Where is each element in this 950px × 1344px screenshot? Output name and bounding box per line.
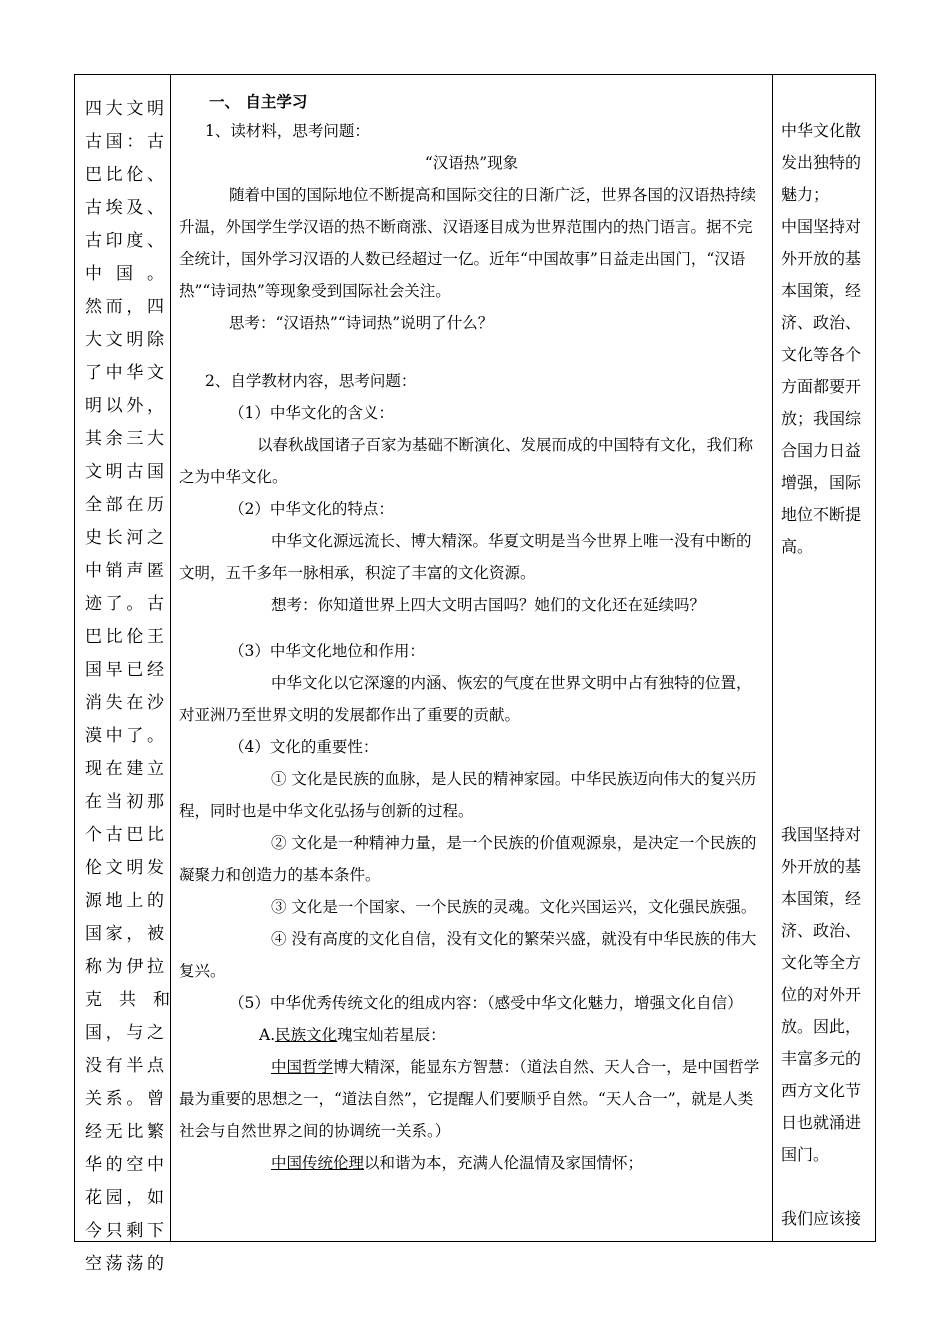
right-answer-line: 中华文化散 xyxy=(781,121,862,140)
point-1-text: 以春秋战国诸子百家为基础不断演化、发展而成的中国特有文化，我们称之为中华文化。 xyxy=(179,436,754,486)
left-note-line: 四大文明 xyxy=(85,99,164,119)
material-title: “汉语热”现象 xyxy=(424,154,519,172)
left-note-line: 消失在沙 xyxy=(85,693,164,713)
importance-item: ④ 没有高度的文化自信，没有文化的繁荣兴盛，就没有中华民族的伟大复兴。 xyxy=(179,930,757,980)
left-note-line: 中销声匿 xyxy=(85,561,164,581)
ethics-paragraph xyxy=(179,1147,764,1179)
right-answer-line: 放；我国综 xyxy=(781,409,862,428)
right-answer-line: 外开放的基 xyxy=(781,249,862,268)
right-answer-line: 日也就涌进 xyxy=(781,1113,862,1132)
right-answer-line: 地位不断提 xyxy=(781,505,862,524)
lesson-table xyxy=(74,74,876,1274)
left-note-line: 漠中了。 xyxy=(85,726,164,746)
right-answers-column xyxy=(773,75,877,1241)
subsection-a-text: 瑰宝灿若星辰： xyxy=(337,1026,446,1044)
philosophy-keyword: 中国哲学 xyxy=(271,1058,334,1076)
left-note-line: 明以外， xyxy=(85,396,164,416)
right-answer-line: 本国策，经 xyxy=(781,281,862,300)
point-1-title: （1）中华文化的含义： xyxy=(229,404,394,422)
question-2: 2、自学教材内容，思考问题： xyxy=(205,372,417,390)
left-note-line: 华的空中 xyxy=(85,1155,164,1175)
left-note-line: 在当初那 xyxy=(85,792,164,812)
left-note-line: 经无比繁 xyxy=(85,1122,164,1142)
left-note-line: 巴比伦、 xyxy=(85,165,164,185)
left-note-line: 克 共 和 xyxy=(85,990,170,1010)
left-note-line: 个古巴比 xyxy=(85,825,164,845)
question-1: 1、读材料，思考问题： xyxy=(205,122,370,140)
subsection-a-prefix: A. xyxy=(259,1026,276,1044)
point-2-title: （2）中华文化的特点： xyxy=(229,500,394,518)
right-answer-line: 本国策，经 xyxy=(781,889,862,908)
point-3-title: （3）中华文化地位和作用： xyxy=(229,642,425,660)
left-notes-column xyxy=(75,75,170,1274)
left-note-line: 迹了。古 xyxy=(85,594,164,614)
left-note-line: 源地上的 xyxy=(85,891,164,911)
right-answer-line: 放。因此， xyxy=(781,1017,862,1036)
point-3-text: 中华文化以它深邃的内涵、恢宏的气度在世界文明中占有独特的位置，对亚洲乃至世界文明的发展都作出了重要的贡献。 xyxy=(179,674,752,724)
right-answer-line: 方面都要开 xyxy=(781,377,862,396)
left-note-line: 文明古国 xyxy=(85,462,164,482)
right-answer-line: 国门。 xyxy=(781,1145,830,1164)
ethics-keyword: 中国传统伦理 xyxy=(271,1154,365,1172)
left-note-line: 没有半点 xyxy=(85,1056,164,1076)
right-answer-line: 合国力日益 xyxy=(781,441,862,460)
material-text: 随着中国的国际地位不断提高和国际交往的日渐广泛，世界各国的汉语热持续升温，外国学生学汉语的热不断商涨、汉语逐目成为世界范围内的热门语言。据不完全统计，国外学习汉语的人数已经超过一亿。近年“中国故事”日益走出国门，“汉语热”“诗词热”等现象受到国际社会关注。 xyxy=(179,186,757,300)
point-4-title: （4）文化的重要性： xyxy=(229,738,379,756)
point-5-title: （5）中华优秀传统文化的组成内容：（感受中华文化魅力，增强文化自信） xyxy=(229,994,743,1012)
left-note-line: 中国。 xyxy=(85,264,164,284)
left-note-line: 关系。曾 xyxy=(85,1089,164,1109)
left-note-line: 了中华文 xyxy=(85,363,164,383)
right-answer-line: 外开放的基 xyxy=(781,857,862,876)
left-note-line: 古印度、 xyxy=(85,231,164,251)
right-answer-line: 中国坚持对 xyxy=(781,217,862,236)
left-note-line: 国早已经 xyxy=(85,660,164,680)
left-note-line: 国家，被 xyxy=(85,924,164,944)
left-note-line: 古埃及、 xyxy=(85,198,164,218)
left-note-line: 巴比伦王 xyxy=(85,627,164,647)
subsection-a-keyword: 民族文化 xyxy=(275,1026,338,1044)
think-prompt-2: 想考：你知道世界上四大文明古国吗？她们的文化还在延续吗？ xyxy=(271,596,706,614)
left-note-line: 国，与之 xyxy=(85,1023,164,1043)
main-content-column xyxy=(171,75,772,1241)
right-answer-line: 西方文化节 xyxy=(781,1081,862,1100)
right-answer-line: 增强，国际 xyxy=(781,473,862,492)
left-note-line: 空荡荡的 xyxy=(85,1254,164,1274)
right-answer-line: 位的对外开 xyxy=(781,985,862,1004)
right-answer-line: 高。 xyxy=(781,537,814,556)
right-answer-line: 济、政治、 xyxy=(781,313,862,332)
left-note-line: 古国：古 xyxy=(85,132,164,152)
philosophy-paragraph xyxy=(179,1051,764,1147)
left-note-line: 称为伊拉 xyxy=(85,957,164,977)
left-note-line: 史长河之 xyxy=(85,528,164,548)
section-heading: 一、 自主学习 xyxy=(209,92,308,111)
right-answer-line: 发出独特的 xyxy=(781,153,862,172)
left-note-line: 花园，如 xyxy=(85,1188,164,1208)
right-answer-line: 文化等全方 xyxy=(781,953,862,972)
subsection-a xyxy=(179,1019,764,1051)
think-prompt-1: 思考：“汉语热”“诗词热”说明了什么？ xyxy=(229,314,494,332)
left-note-line: 今只剩下 xyxy=(85,1221,164,1241)
left-note-line: 其余三大 xyxy=(85,429,164,449)
importance-item: ② 文化是一种精神力量，是一个民族的价值观源泉，是决定一个民族的凝聚力和创造力的基本条件。 xyxy=(179,834,757,884)
right-answer-line: 丰富多元的 xyxy=(781,1049,862,1068)
ethics-text: 以和谐为本，充满人伦温情及家国情怀； xyxy=(364,1154,644,1172)
importance-item: ① 文化是民族的血脉，是人民的精神家园。中华民族迈向伟大的复兴历程，同时也是中华文化弘扬与创新的过程。 xyxy=(179,770,757,820)
left-note-line: 伦文明发 xyxy=(85,858,164,878)
left-note-line: 然而，四 xyxy=(85,297,164,317)
point-2-text: 中华文化源远流长、博大精深。华夏文明是当今世界上唯一没有中断的文明，五千多年一脉相承，积淀了丰富的文化资源。 xyxy=(179,532,752,582)
left-note-line: 现在建立 xyxy=(85,759,164,779)
importance-item: ③ 文化是一个国家、一个民族的灵魂。文化兴国运兴，文化强民族强。 xyxy=(271,898,757,916)
right-answer-line: 文化等各个 xyxy=(781,345,862,364)
left-note-line: 大文明除 xyxy=(85,330,164,350)
right-answer-line: 我国坚持对 xyxy=(781,825,862,844)
right-answer-line: 我们应该接 xyxy=(781,1209,862,1228)
left-note-line: 全部在历 xyxy=(85,495,164,515)
right-answer-line: 魅力； xyxy=(781,185,830,204)
right-answer-line: 济、政治、 xyxy=(781,921,862,940)
philosophy-text: 博大精深，能显东方智慧：（道法自然、天人合一，是中国哲学最为重要的思想之一，“道法自然”，它提醒人们要顺乎自然。“天人合一”，就是人类社会与自然世界之间的协调统一关系。） xyxy=(179,1058,760,1140)
